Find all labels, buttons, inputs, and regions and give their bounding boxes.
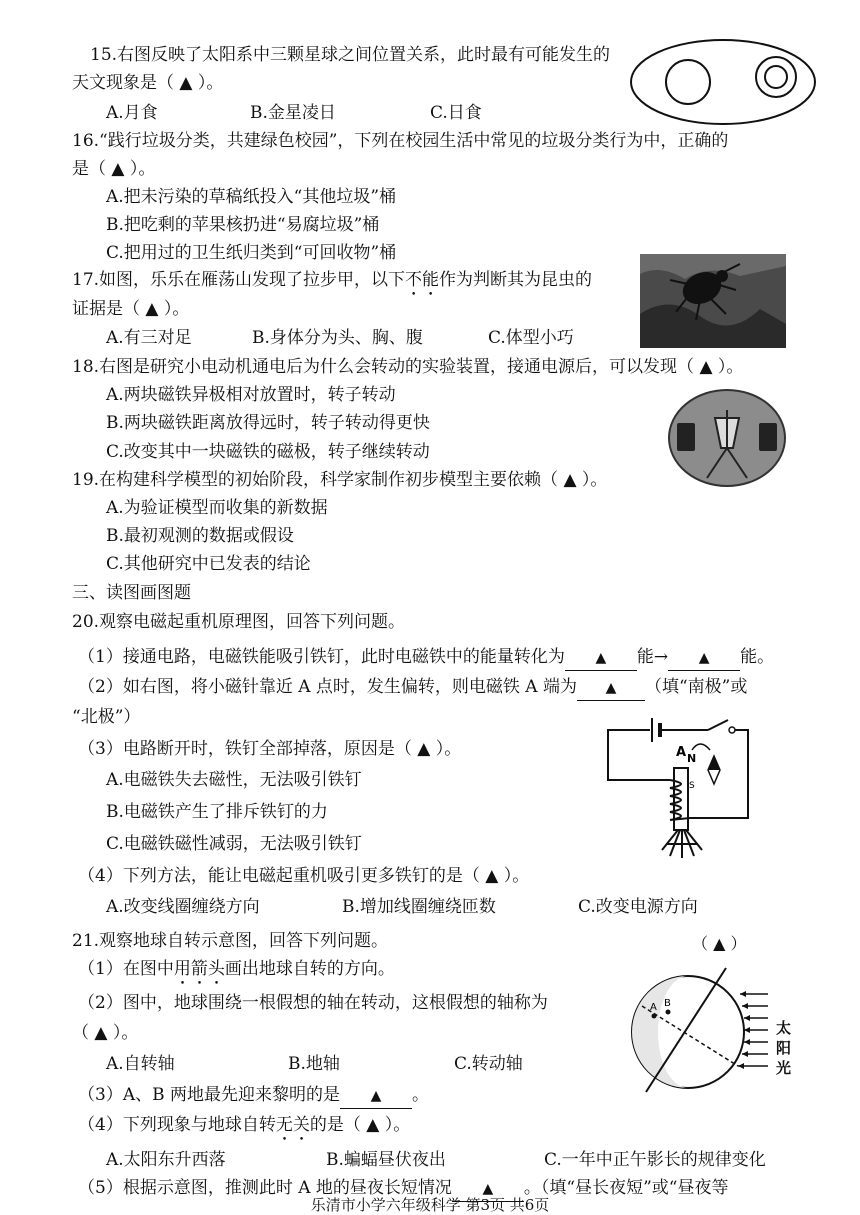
- q20-part2-blank[interactable]: [577, 675, 645, 701]
- label-n: N: [687, 752, 697, 765]
- label-s: S: [689, 781, 695, 791]
- q20-part1-post: 能。: [740, 647, 775, 667]
- q21-part2-option-a: A.自转轴: [106, 1054, 175, 1074]
- q21-part5-post: 。（填“昼长夜短”或“昼夜等: [523, 1178, 729, 1198]
- q20-part2-post: （填“南极”或: [644, 677, 748, 697]
- q20-part2-cont: “北极”）: [72, 707, 141, 727]
- q20-part1-blank2[interactable]: [668, 645, 740, 671]
- q16-option-b: B.把吃剩的苹果核扔进“易腐垃圾”桶: [106, 215, 380, 235]
- point-a: [652, 1014, 657, 1019]
- q21-part4-option-a: A.太阳东升西落: [106, 1150, 226, 1170]
- orbit-diagram: [628, 37, 818, 127]
- earth-ball: [765, 66, 787, 88]
- q21-stem: 21.观察地球自转示意图，回答下列问题。: [72, 931, 389, 951]
- q18-option-c: C.改变其中一块磁铁的磁极，转子继续转动: [106, 442, 430, 462]
- q19-option-b: B.最初观测的数据或假设: [106, 526, 294, 546]
- point-b: [666, 1010, 671, 1015]
- q21-part3-blank[interactable]: [340, 1083, 412, 1109]
- q20-part1-blank1[interactable]: [565, 645, 637, 671]
- q15-stem-line1: 15.右图反映了太阳系中三颗星球之间位置关系，此时最有可能发生的: [90, 45, 611, 65]
- sunlight-label: 太阳光: [776, 1019, 792, 1077]
- label-a: A: [676, 745, 687, 760]
- electromagnet-circuit-diagram: [600, 710, 760, 870]
- q16-option-a: A.把未污染的草稿纸投入“其他垃圾”桶: [106, 187, 397, 207]
- earth-orbit: [631, 40, 815, 124]
- sun-ball: [666, 60, 710, 104]
- blank-marker: ▲: [370, 1088, 382, 1104]
- q21-part3-pre: （3）A、B 两地最先迎来黎明的是: [78, 1085, 340, 1105]
- q15-option-c: C.日食: [430, 103, 482, 123]
- q18-option-a: A.两块磁铁异极相对放置时，转子转动: [106, 385, 396, 405]
- q21-part2-option-b: B.地轴: [288, 1054, 340, 1074]
- q20-part2-pre: （2）如右图，将小磁针靠近 A 点时，发生偏转，则电磁铁 A 端为: [78, 677, 577, 697]
- page-footer: 乐清市小学六年级科学 第3页 共6页: [310, 1196, 550, 1214]
- magnet-left: [677, 423, 695, 451]
- q20-part4-option-c: C.改变电源方向: [578, 897, 698, 917]
- switch-contact: [729, 727, 735, 733]
- magnet-right: [759, 423, 777, 451]
- motor-photo: [667, 388, 787, 488]
- q21-part3-post: 。: [412, 1085, 429, 1105]
- point-b-label: B: [664, 998, 671, 1009]
- q20-part3-option-a: A.电磁铁失去磁性，无法吸引铁钉: [106, 770, 362, 790]
- q21-part1-post: 画出地球自转的方向。: [224, 959, 395, 979]
- earth-rotation-diagram: [628, 958, 800, 1098]
- q21-part4-pre: （4）下列现象与地球自转: [78, 1115, 276, 1135]
- q17-stem-emphasis: 不能: [405, 270, 440, 290]
- q20-part1: [78, 645, 774, 671]
- q17-stem-post: 作为判断其为昆虫的: [439, 270, 593, 290]
- moon-orbit: [756, 57, 796, 97]
- q17-stem-line2: 证据是（ ▲ ）。: [72, 299, 190, 319]
- q16-stem-line2: 是（ ▲ ）。: [72, 159, 156, 179]
- q20-part3-option-c: C.电磁铁磁性减弱，无法吸引铁钉: [106, 834, 362, 854]
- q21-part4: [78, 1113, 410, 1139]
- q17-option-a: A.有三对足: [106, 328, 192, 348]
- blank-marker: ▲: [605, 680, 617, 696]
- q17-option-c: C.体型小巧: [488, 328, 574, 348]
- q15-stem-line2: 天文现象是（ ▲ ）。: [72, 73, 224, 93]
- section-3-heading: 三、读图画图题: [72, 583, 191, 603]
- q20-part1-pre: （1）接通电路，电磁铁能吸引铁钉，此时电磁铁中的能量转化为: [78, 647, 565, 667]
- q20-part4-option-b: B.增加线圈缠绕匝数: [342, 897, 496, 917]
- q20-part1-mid: 能→: [636, 647, 669, 667]
- q18-stem: 18.右图是研究小电动机通电后为什么会转动的实验装置，接通电源后，可以发现（ ▲ ）。: [72, 357, 744, 377]
- q17-stem-line1: [72, 268, 592, 294]
- q19-option-a: A.为验证模型而收集的新数据: [106, 498, 328, 518]
- q21-part4-option-b: B.蝙蝠昼伏夜出: [326, 1150, 446, 1170]
- compass-deflection-arrow: [692, 744, 710, 750]
- q19-stem: 19.在构建科学模型的初始阶段，科学家制作初步模型主要依赖（ ▲ ）。: [72, 470, 608, 490]
- q20-part2: [78, 675, 747, 701]
- compass-needle-north: [708, 756, 720, 770]
- q16-stem-line1: 16.“践行垃圾分类，共建绿色校园”，下列在校园生活中常见的垃圾分类行为中，正确的: [72, 131, 729, 151]
- q21-part1: [78, 957, 395, 983]
- q20-part4-option-a: A.改变线圈缠绕方向: [106, 897, 260, 917]
- q15-option-a: A.月食: [106, 103, 158, 123]
- q21-part1-emphasis: 用箭头: [173, 959, 225, 979]
- blank-marker: ▲: [595, 650, 607, 666]
- q20-part3: （3）电路断开时，铁钉全部掉落，原因是（ ▲ ）。: [78, 739, 462, 759]
- q17-option-b: B.身体分为头、胸、腹: [252, 328, 423, 348]
- q19-option-c: C.其他研究中已发表的结论: [106, 554, 311, 574]
- q21-figure-blank[interactable]: （ ▲ ）: [692, 934, 747, 953]
- q18-option-b: B.两块磁铁距离放得远时，转子转动得更快: [106, 413, 430, 433]
- q21-part2-cont: （ ▲ ）。: [72, 1023, 139, 1043]
- q21-part3: [78, 1083, 429, 1109]
- q21-part1-pre: （1）在图中: [78, 959, 174, 979]
- iron-nails: [662, 830, 702, 858]
- point-a-label: A: [650, 1002, 657, 1013]
- beetle-photo: [640, 254, 786, 348]
- q20-part4: （4）下列方法，能让电磁起重机吸引更多铁钉的是（ ▲ ）。: [78, 866, 530, 886]
- q21-part5-pre: （5）根据示意图，推测此时 A 地的昼夜长短情况: [78, 1178, 452, 1198]
- q21-part4-option-c: C.一年中正午影长的规律变化: [544, 1150, 766, 1170]
- switch-lever: [708, 720, 728, 730]
- q16-option-c: C.把用过的卫生纸归类到“可回收物”桶: [106, 243, 397, 263]
- blank-marker: ▲: [698, 650, 710, 666]
- q17-stem-pre: 17.如图，乐乐在雁荡山发现了拉步甲，以下: [72, 270, 406, 290]
- q21-part2-option-c: C.转动轴: [454, 1054, 523, 1074]
- q20-stem: 20.观察电磁起重机原理图，回答下列问题。: [72, 612, 406, 632]
- blank-marker: ▲: [482, 1181, 494, 1197]
- q20-part3-option-b: B.电磁铁产生了排斥铁钉的力: [106, 802, 328, 822]
- q21-part4-emphasis: 无关: [275, 1115, 310, 1135]
- q21-part2: （2）图中，地球围绕一根假想的轴在转动，这根假想的轴称为: [78, 993, 548, 1013]
- q15-option-b: B.金星凌日: [250, 103, 336, 123]
- q21-part4-post: 的是（ ▲ ）。: [309, 1115, 411, 1135]
